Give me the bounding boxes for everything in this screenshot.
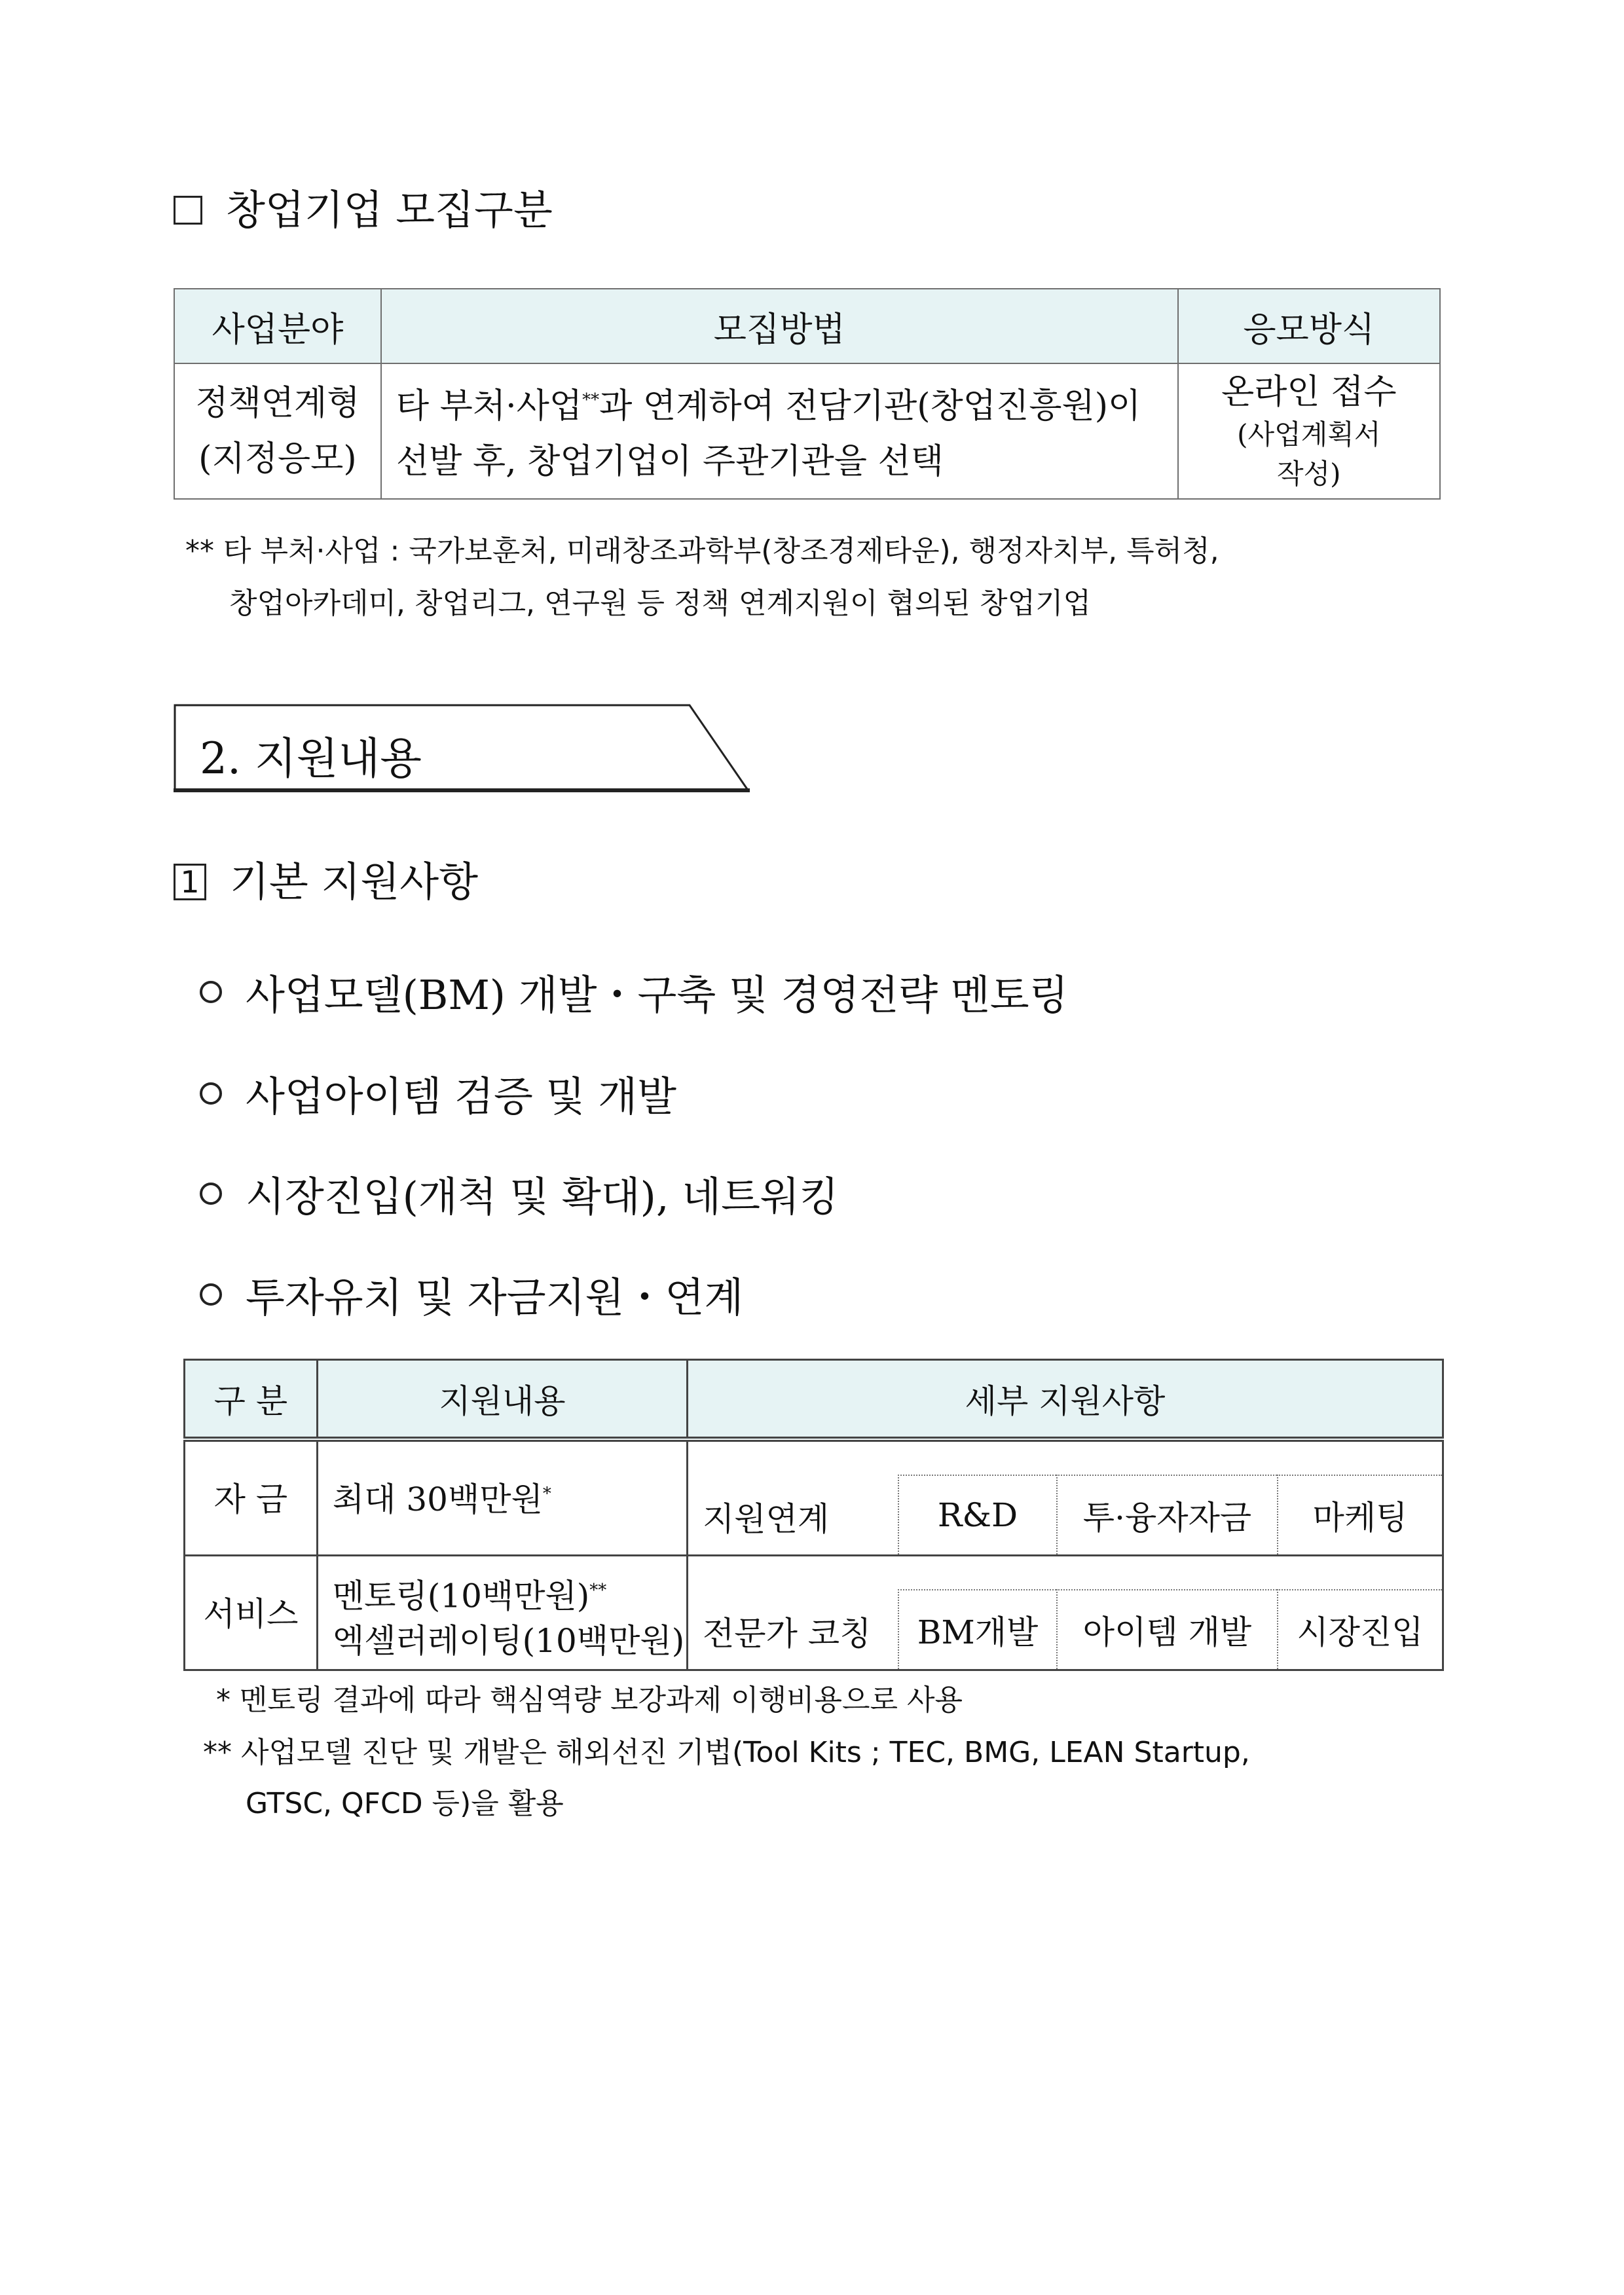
list-item	[200, 1164, 839, 1222]
header-method: 모집방법	[381, 289, 1178, 363]
list-item	[200, 1064, 676, 1122]
fund-content-text: 최대 30백만원	[332, 1480, 543, 1518]
apply-cell	[1178, 363, 1440, 499]
bullet-text: 사업아이템 검증 및 개발	[246, 1073, 677, 1120]
apply-line3: 작성)	[1277, 457, 1341, 490]
service-item-bm: BM개발	[898, 1589, 1056, 1669]
service-content-line1	[333, 1568, 686, 1619]
apply-line2: (사업계획서	[1237, 418, 1381, 450]
bullet-text: 시장진입(개척 및 확대), 네트워킹	[246, 1173, 839, 1221]
header-category: 구 분	[185, 1360, 318, 1440]
field-cell	[174, 363, 381, 499]
fund-detail-label: 지원연계	[702, 1500, 830, 1538]
circle-bullet-icon	[200, 1283, 222, 1306]
service-item-market: 시장진입	[1277, 1589, 1442, 1669]
service-category: 서비스	[185, 1556, 318, 1670]
service-item-item: 아이템 개발	[1056, 1589, 1277, 1669]
recruit-note-line1: ** 타 부처·사업 : 국가보훈처, 미래창조과학부(창조경제타운), 행정자치부, 특허청,	[185, 534, 1219, 568]
recruit-table	[174, 288, 1441, 500]
method-line1	[396, 373, 1177, 434]
list-item	[200, 1265, 743, 1323]
method-line2: 선발 후, 창업기업이 주관기관을 선택	[396, 442, 944, 482]
recruit-note-line2: 창업아카데미, 창업리그, 연구원 등 정책 연계지원이 협의된 창업기업	[229, 587, 1091, 620]
service-content-text: 멘토링(10백만원)	[332, 1577, 590, 1615]
circle-bullet-icon	[200, 981, 222, 1003]
fund-item-marketing: 마케팅	[1277, 1475, 1442, 1554]
fund-category: 자 금	[185, 1439, 318, 1556]
footnote-double-star-line2: GTSC, QFCD 등)을 활용	[246, 1787, 564, 1820]
header-field: 사업분야	[174, 289, 381, 363]
field-line2: (지정응모)	[198, 439, 357, 479]
fund-detail	[687, 1439, 1443, 1556]
recruit-title: 창업기업 모집구분	[226, 186, 553, 234]
apply-line1: 온라인 접수	[1221, 372, 1397, 412]
basic-heading	[174, 858, 479, 906]
method-cell	[381, 363, 1178, 499]
circle-bullet-icon	[200, 1082, 222, 1105]
circle-bullet-icon	[200, 1183, 222, 1205]
number-box: 1	[174, 864, 206, 900]
service-detail-label: 전문가 코칭	[702, 1615, 872, 1653]
header-apply: 응모방식	[1178, 289, 1440, 363]
footnote-double-star-line1: ** 사업모델 진단 및 개발은 해외선진 기법(Tool Kits ; TEC, BMG, LEAN Startup,	[203, 1736, 1250, 1769]
table-row	[185, 1556, 1443, 1670]
service-content-line2: 엑셀러레이팅(10백만원)	[332, 1621, 685, 1660]
bullet-text: 투자유치 및 자금지원・연계	[246, 1274, 744, 1321]
recruit-table-header	[174, 289, 1440, 363]
method-line1-b: 과 연계하여 전담기관(창업진흥원)이	[599, 386, 1141, 426]
header-detail: 세부 지원사항	[687, 1360, 1443, 1440]
method-line1-a: 타 부처·사업	[396, 386, 583, 426]
header-content: 지원내용	[317, 1360, 687, 1440]
fund-footnote-mark: *	[542, 1484, 551, 1504]
list-item	[200, 963, 1069, 1021]
support-table-header	[185, 1360, 1443, 1440]
section-title: 2. 지원내용	[200, 733, 422, 784]
support-table	[183, 1359, 1444, 1671]
square-bullet-icon	[174, 196, 202, 225]
method-footnote-mark: **	[582, 390, 600, 410]
fund-content	[317, 1439, 687, 1556]
service-content	[317, 1556, 687, 1670]
footnote-star: * 멘토링 결과에 따라 핵심역량 보강과제 이행비용으로 사용	[216, 1683, 963, 1717]
bullet-text: 사업모델(BM) 개발・구축 및 경영전략 멘토링	[246, 971, 1069, 1019]
table-row	[185, 1439, 1443, 1556]
field-line1: 정책연계형	[195, 383, 360, 423]
table-row	[174, 363, 1440, 499]
service-detail	[687, 1556, 1443, 1670]
fund-item-invest: 투·융자자금	[1056, 1475, 1277, 1554]
basic-title: 기본 지원사항	[230, 858, 479, 906]
service-footnote-mark: **	[589, 1581, 607, 1600]
fund-item-rnd: R&D	[898, 1475, 1056, 1554]
recruit-heading	[174, 186, 553, 234]
